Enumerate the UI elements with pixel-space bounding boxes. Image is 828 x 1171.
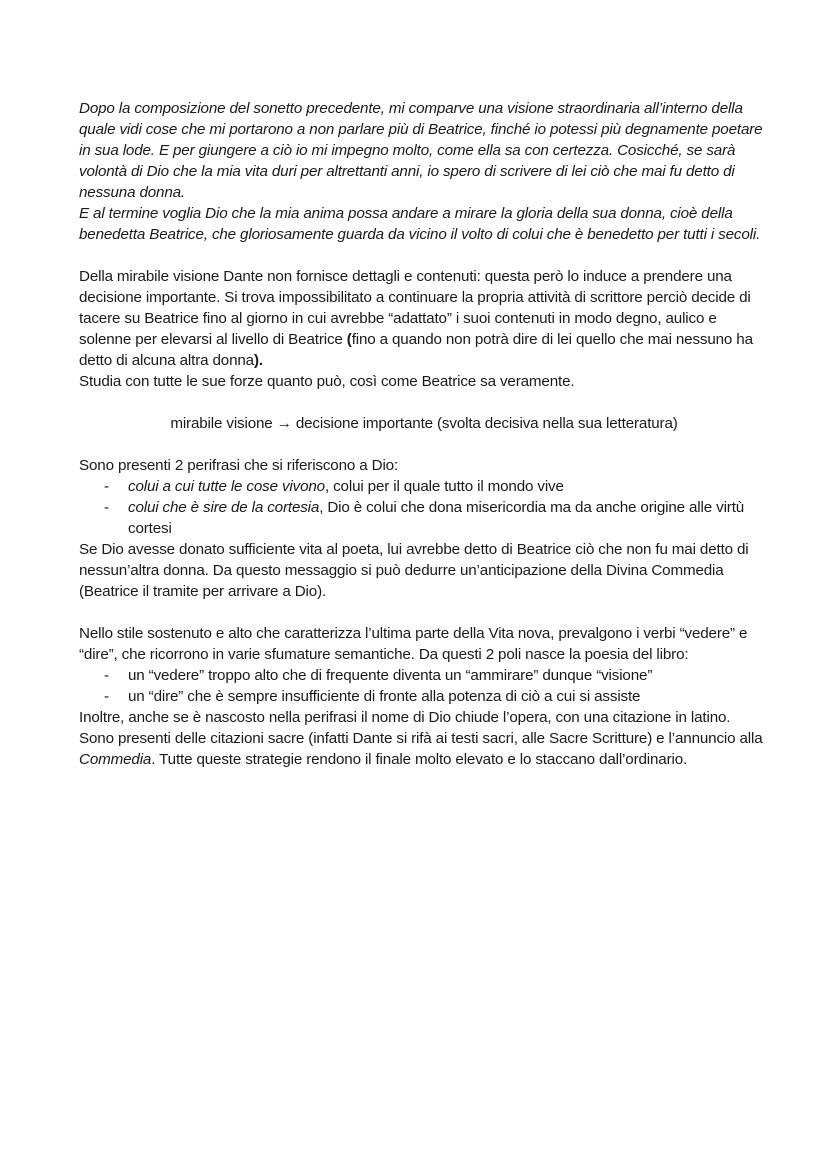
quote-paragraph-2: E al termine voglia Dio che la mia anima possa andare a mirare la gloria della sua donna, cioè della benedetta Beatrice, che gloriosamente guarda da vicino il volto di colui che è benedetto per tutti i secoli. — [79, 205, 761, 243]
commedia-title: Commedia — [79, 751, 152, 768]
document-page — [79, 98, 769, 770]
summary-left: mirabile visione — [170, 415, 273, 432]
list-item — [79, 497, 769, 539]
perifrasi-quote: colui a cui tutte le cose vivono — [128, 478, 325, 495]
spacer — [79, 245, 769, 266]
list-item — [79, 665, 769, 686]
stile-intro: Nello stile sostenuto e alto che caratterizza l’ultima parte della Vita nova, prevalgono i verbi “vedere” e “dire”, che ricorrono in varie sfumature semantiche. Da questi 2 poli nasce la poesia del libro: — [79, 625, 748, 663]
arrow-right-icon: → — [276, 415, 292, 432]
stile-item-text: un “dire” che è sempre insufficiente di fronte alla potenza di ciò a cui si assiste — [128, 688, 641, 705]
spacer — [79, 602, 769, 623]
commentary-text: Della mirabile visione Dante non fornisce dettagli e contenuti: questa però lo induce a prendere una decisione importante. Si trova impossibilitato a continuare la propria attività di scrittore perciò decide di tacere su Beatrice fino al giorno in cui avrebbe “adattato” i suoi contenuti in modo degno, aulico e solenne per elevarsi al livello di Beatrice — [79, 268, 751, 348]
stile-item-text: un “vedere” troppo alto che di frequente diventa un “ammirare” dunque “visione” — [128, 667, 653, 684]
perifrasi-explanation: , Dio è colui che dona misericordia ma da anche origine alle virtù cortesi — [128, 499, 745, 537]
paren-open: ( — [346, 331, 352, 348]
spacer — [79, 392, 769, 413]
paren-close: ). — [253, 352, 263, 369]
perifrasi-intro: Sono presenti 2 perifrasi che si riferiscono a Dio: — [79, 457, 399, 474]
paren-text: fino a quando non potrà dire di lei quello che mai nessuno ha detto di alcuna altra donna — [79, 331, 753, 369]
stile-list — [79, 665, 769, 707]
stile-closing — [79, 707, 769, 770]
dash-bullet-icon: - — [104, 688, 109, 705]
perifrasi-after: Se Dio avesse donato sufficiente vita al poeta, lui avrebbe detto di Beatrice ciò che non fu mai detto di nessun’altra donna. Da questo messaggio si può dedurre un’anticipazione della Divina Commedia (Beatrice il tramite per arrivare a Dio). — [79, 541, 749, 600]
dash-bullet-icon: - — [104, 667, 109, 684]
commentary-paragraph — [79, 266, 769, 371]
dash-bullet-icon: - — [104, 478, 109, 495]
commentary-line-2: Studia con tutte le sue forze quanto può, così come Beatrice sa veramente. — [79, 373, 575, 390]
summary-line — [79, 413, 769, 434]
perifrasi-list — [79, 476, 769, 539]
dash-bullet-icon: - — [104, 499, 109, 516]
perifrasi-explanation: , colui per il quale tutto il mondo vive — [324, 478, 564, 495]
list-item — [79, 686, 769, 707]
perifrasi-quote: colui che è sire de la cortesia — [128, 499, 320, 516]
quote-paragraph-1: Dopo la composizione del sonetto precedente, mi comparve una visione straordinaria all’interno della quale vidi cose che mi portarono a non parlare più di Beatrice, finché io potessi più degnamente poetare in sua lode. E per giungere a ciò io mi impegno molto, come ella sa con certezza. Cosicché, se sarà volontà di Dio che la mia vita duri per altrettanti anni, io spero di scrivere di lei ciò che mai fu detto di nessuna donna. — [79, 100, 763, 201]
summary-right: decisione importante (svolta decisiva nella sua letteratura) — [295, 415, 678, 432]
stile-closing-text-end: . Tutte queste strategie rendono il finale molto elevato e lo staccano dall’ordinario. — [151, 751, 688, 768]
spacer — [79, 434, 769, 455]
stile-closing-text: Inoltre, anche se è nascosto nella perifrasi il nome di Dio chiude l’opera, con una citazione in latino. Sono presenti delle citazioni sacre (infatti Dante si rifà ai testi sacri, alle Sacre Scritture) e l’annuncio alla — [79, 709, 763, 747]
list-item — [79, 476, 769, 497]
